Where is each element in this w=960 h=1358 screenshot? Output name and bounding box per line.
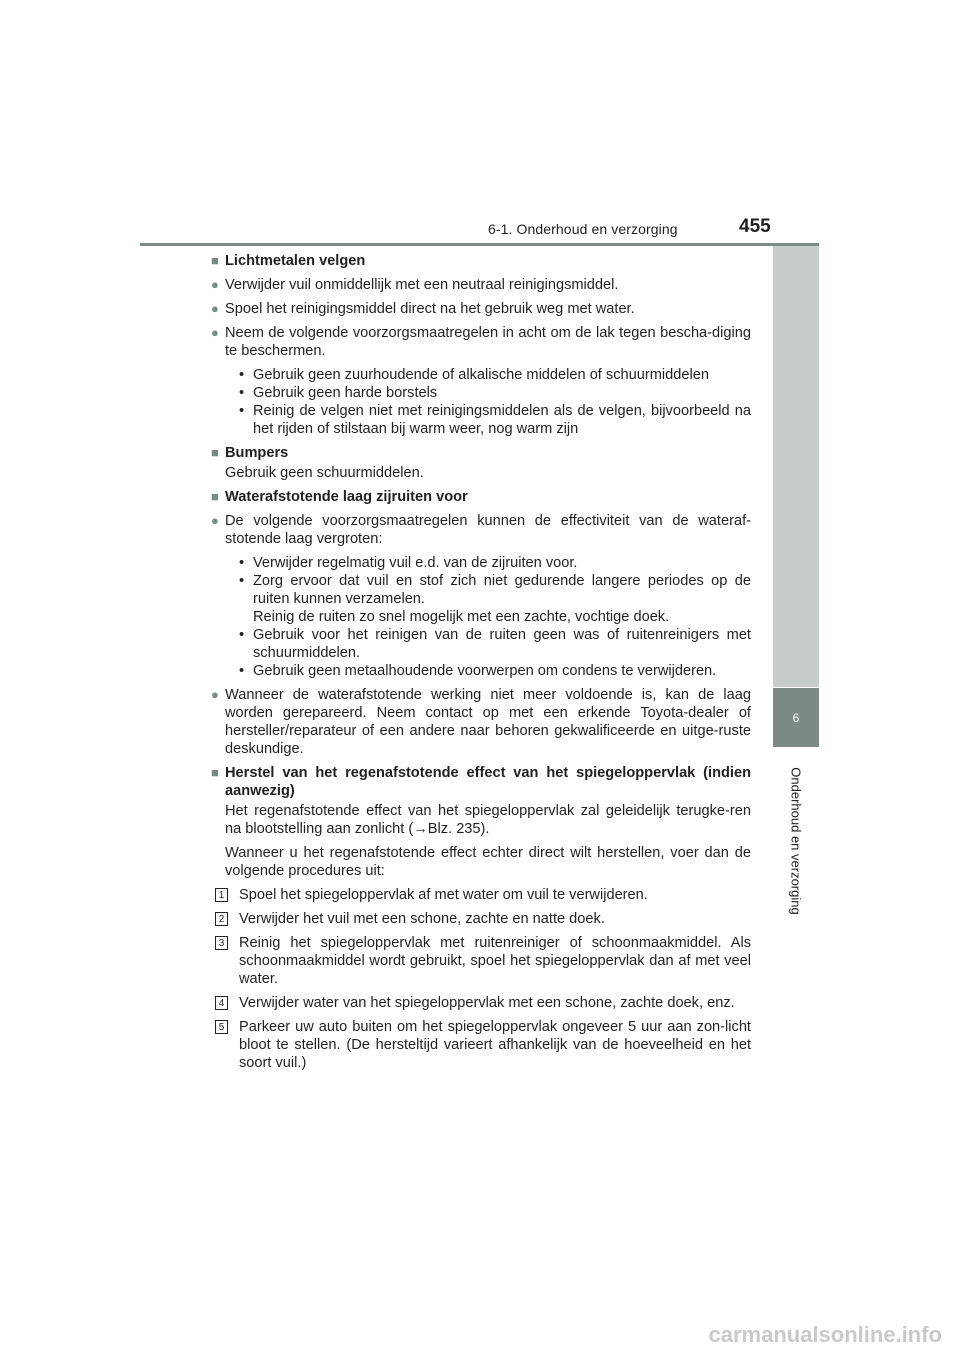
side-rule bbox=[773, 246, 819, 687]
step-item bbox=[211, 1018, 751, 1072]
chapter-number: 6 bbox=[792, 710, 800, 725]
section-paragraph: Wanneer u het regenafstotende effect echter direct wilt herstellen, voer dan de volgende procedures uit: bbox=[225, 845, 751, 879]
dot-list bbox=[211, 366, 751, 438]
step-text: Parkeer uw auto buiten om het spiegeloppervlak ongeveer 5 uur aan zon-licht bloot te stellen. (De hersteltijd varieert afhankelijk van de hoeveelheid en het soort vuil.) bbox=[239, 1019, 751, 1071]
bullet-marker: ● bbox=[211, 277, 219, 292]
section-heading bbox=[211, 488, 751, 506]
bullet-marker: ● bbox=[211, 687, 219, 702]
step-number: 4 bbox=[215, 996, 228, 1010]
dot-marker: • bbox=[239, 367, 245, 383]
bullet-item bbox=[211, 324, 751, 360]
dot-text: Reinig de ruiten zo snel mogelijk met een zachte, vochtige doek. bbox=[253, 609, 670, 625]
dot-item bbox=[239, 572, 751, 608]
dot-item bbox=[239, 626, 751, 662]
dot-text: Gebruik geen harde borstels bbox=[253, 385, 438, 401]
dot-item bbox=[239, 554, 751, 572]
chapter-label: Onderhoud en verzorging bbox=[788, 767, 804, 915]
bullet-marker: ● bbox=[211, 301, 219, 316]
section-paragraph: Gebruik geen schuurmiddelen. bbox=[225, 465, 424, 481]
dot-text: Verwijder regelmatig vuil e.d. van de zijruiten voor. bbox=[253, 555, 578, 571]
page-header-section: 6-1. Onderhoud en verzorging bbox=[488, 221, 678, 237]
bullet-text: Wanneer de waterafstotende werking niet meer voldoende is, kan de laag worden gerepareerd. Neem contact op met een erkende Toyota-dealer of hersteller/reparateur of een andere naar behoren gekwalificeerde en uitge-ruste deskundige. bbox=[225, 687, 751, 757]
section-heading bbox=[211, 764, 751, 800]
chapter-tab bbox=[773, 688, 819, 747]
section-title: Herstel van het regenafstotende effect van het spiegeloppervlak (indien aanwezig) bbox=[225, 765, 751, 799]
dot-marker: • bbox=[239, 403, 245, 419]
dot-item bbox=[239, 402, 751, 438]
dot-item bbox=[239, 662, 751, 680]
bullet-text: Spoel het reinigingsmiddel direct na het gebruik weg met water. bbox=[225, 301, 635, 317]
section-marker: ■ bbox=[211, 253, 219, 268]
step-item bbox=[211, 994, 751, 1012]
section-title: Lichtmetalen velgen bbox=[225, 253, 366, 269]
watermark: carmanualsonline.info bbox=[708, 1322, 942, 1347]
section-paragraph: Het regenafstotende effect van het spiegeloppervlak zal geleidelijk terugke-ren na blootstelling aan zonlicht (→Blz. 235). bbox=[225, 803, 751, 837]
bullet-item bbox=[211, 686, 751, 758]
bullet-item bbox=[211, 512, 751, 548]
bullet-text: De volgende voorzorgsmaatregelen kunnen de effectiviteit van de wateraf-stotende laag vergroten: bbox=[225, 513, 751, 547]
dot-marker: • bbox=[239, 573, 245, 589]
section-marker: ■ bbox=[211, 489, 219, 504]
bullet-text: Verwijder vuil onmiddellijk met een neutraal reinigingsmiddel. bbox=[225, 277, 619, 293]
section-marker: ■ bbox=[211, 765, 219, 780]
step-number: 5 bbox=[215, 1020, 228, 1034]
section-title: Waterafstotende laag zijruiten voor bbox=[225, 489, 468, 505]
dot-item bbox=[239, 608, 751, 626]
step-item bbox=[211, 886, 751, 904]
page-number: 455 bbox=[739, 216, 771, 237]
dot-item bbox=[239, 366, 751, 384]
bullet-text: Neem de volgende voorzorgsmaatregelen in acht om de lak tegen bescha-diging te beschermen. bbox=[225, 325, 751, 359]
dot-list bbox=[211, 554, 751, 680]
header-rule bbox=[140, 243, 819, 246]
dot-item bbox=[239, 384, 751, 402]
section-title: Bumpers bbox=[225, 445, 289, 461]
page-content bbox=[211, 252, 751, 1072]
step-number: 3 bbox=[215, 936, 228, 950]
dot-text: Zorg ervoor dat vuil en stof zich niet gedurende langere periodes op de ruiten kunnen verzamelen. bbox=[253, 573, 751, 607]
bullet-item bbox=[211, 300, 751, 318]
step-text: Verwijder water van het spiegeloppervlak met een schone, zachte doek, enz. bbox=[239, 995, 735, 1011]
step-text: Spoel het spiegeloppervlak af met water om vuil te verwijderen. bbox=[239, 887, 648, 903]
bullet-marker: ● bbox=[211, 325, 219, 340]
bullet-marker: ● bbox=[211, 513, 219, 528]
step-item bbox=[211, 910, 751, 928]
dot-text: Reinig de velgen niet met reinigingsmiddelen als de velgen, bijvoorbeeld na het rijden of stilstaan bij warm weer, nog warm zijn bbox=[253, 403, 751, 437]
step-item bbox=[211, 934, 751, 988]
dot-text: Gebruik geen metaalhoudende voorwerpen om condens te verwijderen. bbox=[253, 663, 717, 679]
bullet-item bbox=[211, 276, 751, 294]
step-text: Reinig het spiegeloppervlak met ruitenreiniger of schoonmaakmiddel. Als schoonmaakmiddel wordt gebruikt, spoel het spiegeloppervlak dan af met veel water. bbox=[239, 935, 751, 987]
dot-marker: • bbox=[239, 385, 245, 401]
section-heading bbox=[211, 252, 751, 270]
dot-text: Gebruik voor het reinigen van de ruiten geen was of ruitenreinigers met schuurmiddelen. bbox=[253, 627, 751, 661]
dot-marker bbox=[239, 608, 253, 626]
dot-marker: • bbox=[239, 663, 245, 679]
section-heading bbox=[211, 444, 751, 462]
section-marker: ■ bbox=[211, 445, 219, 460]
dot-marker: • bbox=[239, 627, 245, 643]
dot-text: Gebruik geen zuurhoudende of alkalische middelen of schuurmiddelen bbox=[253, 367, 709, 383]
step-number: 2 bbox=[215, 912, 228, 926]
step-text: Verwijder het vuil met een schone, zachte en natte doek. bbox=[239, 911, 605, 927]
dot-marker: • bbox=[239, 555, 245, 571]
step-number: 1 bbox=[215, 888, 228, 902]
